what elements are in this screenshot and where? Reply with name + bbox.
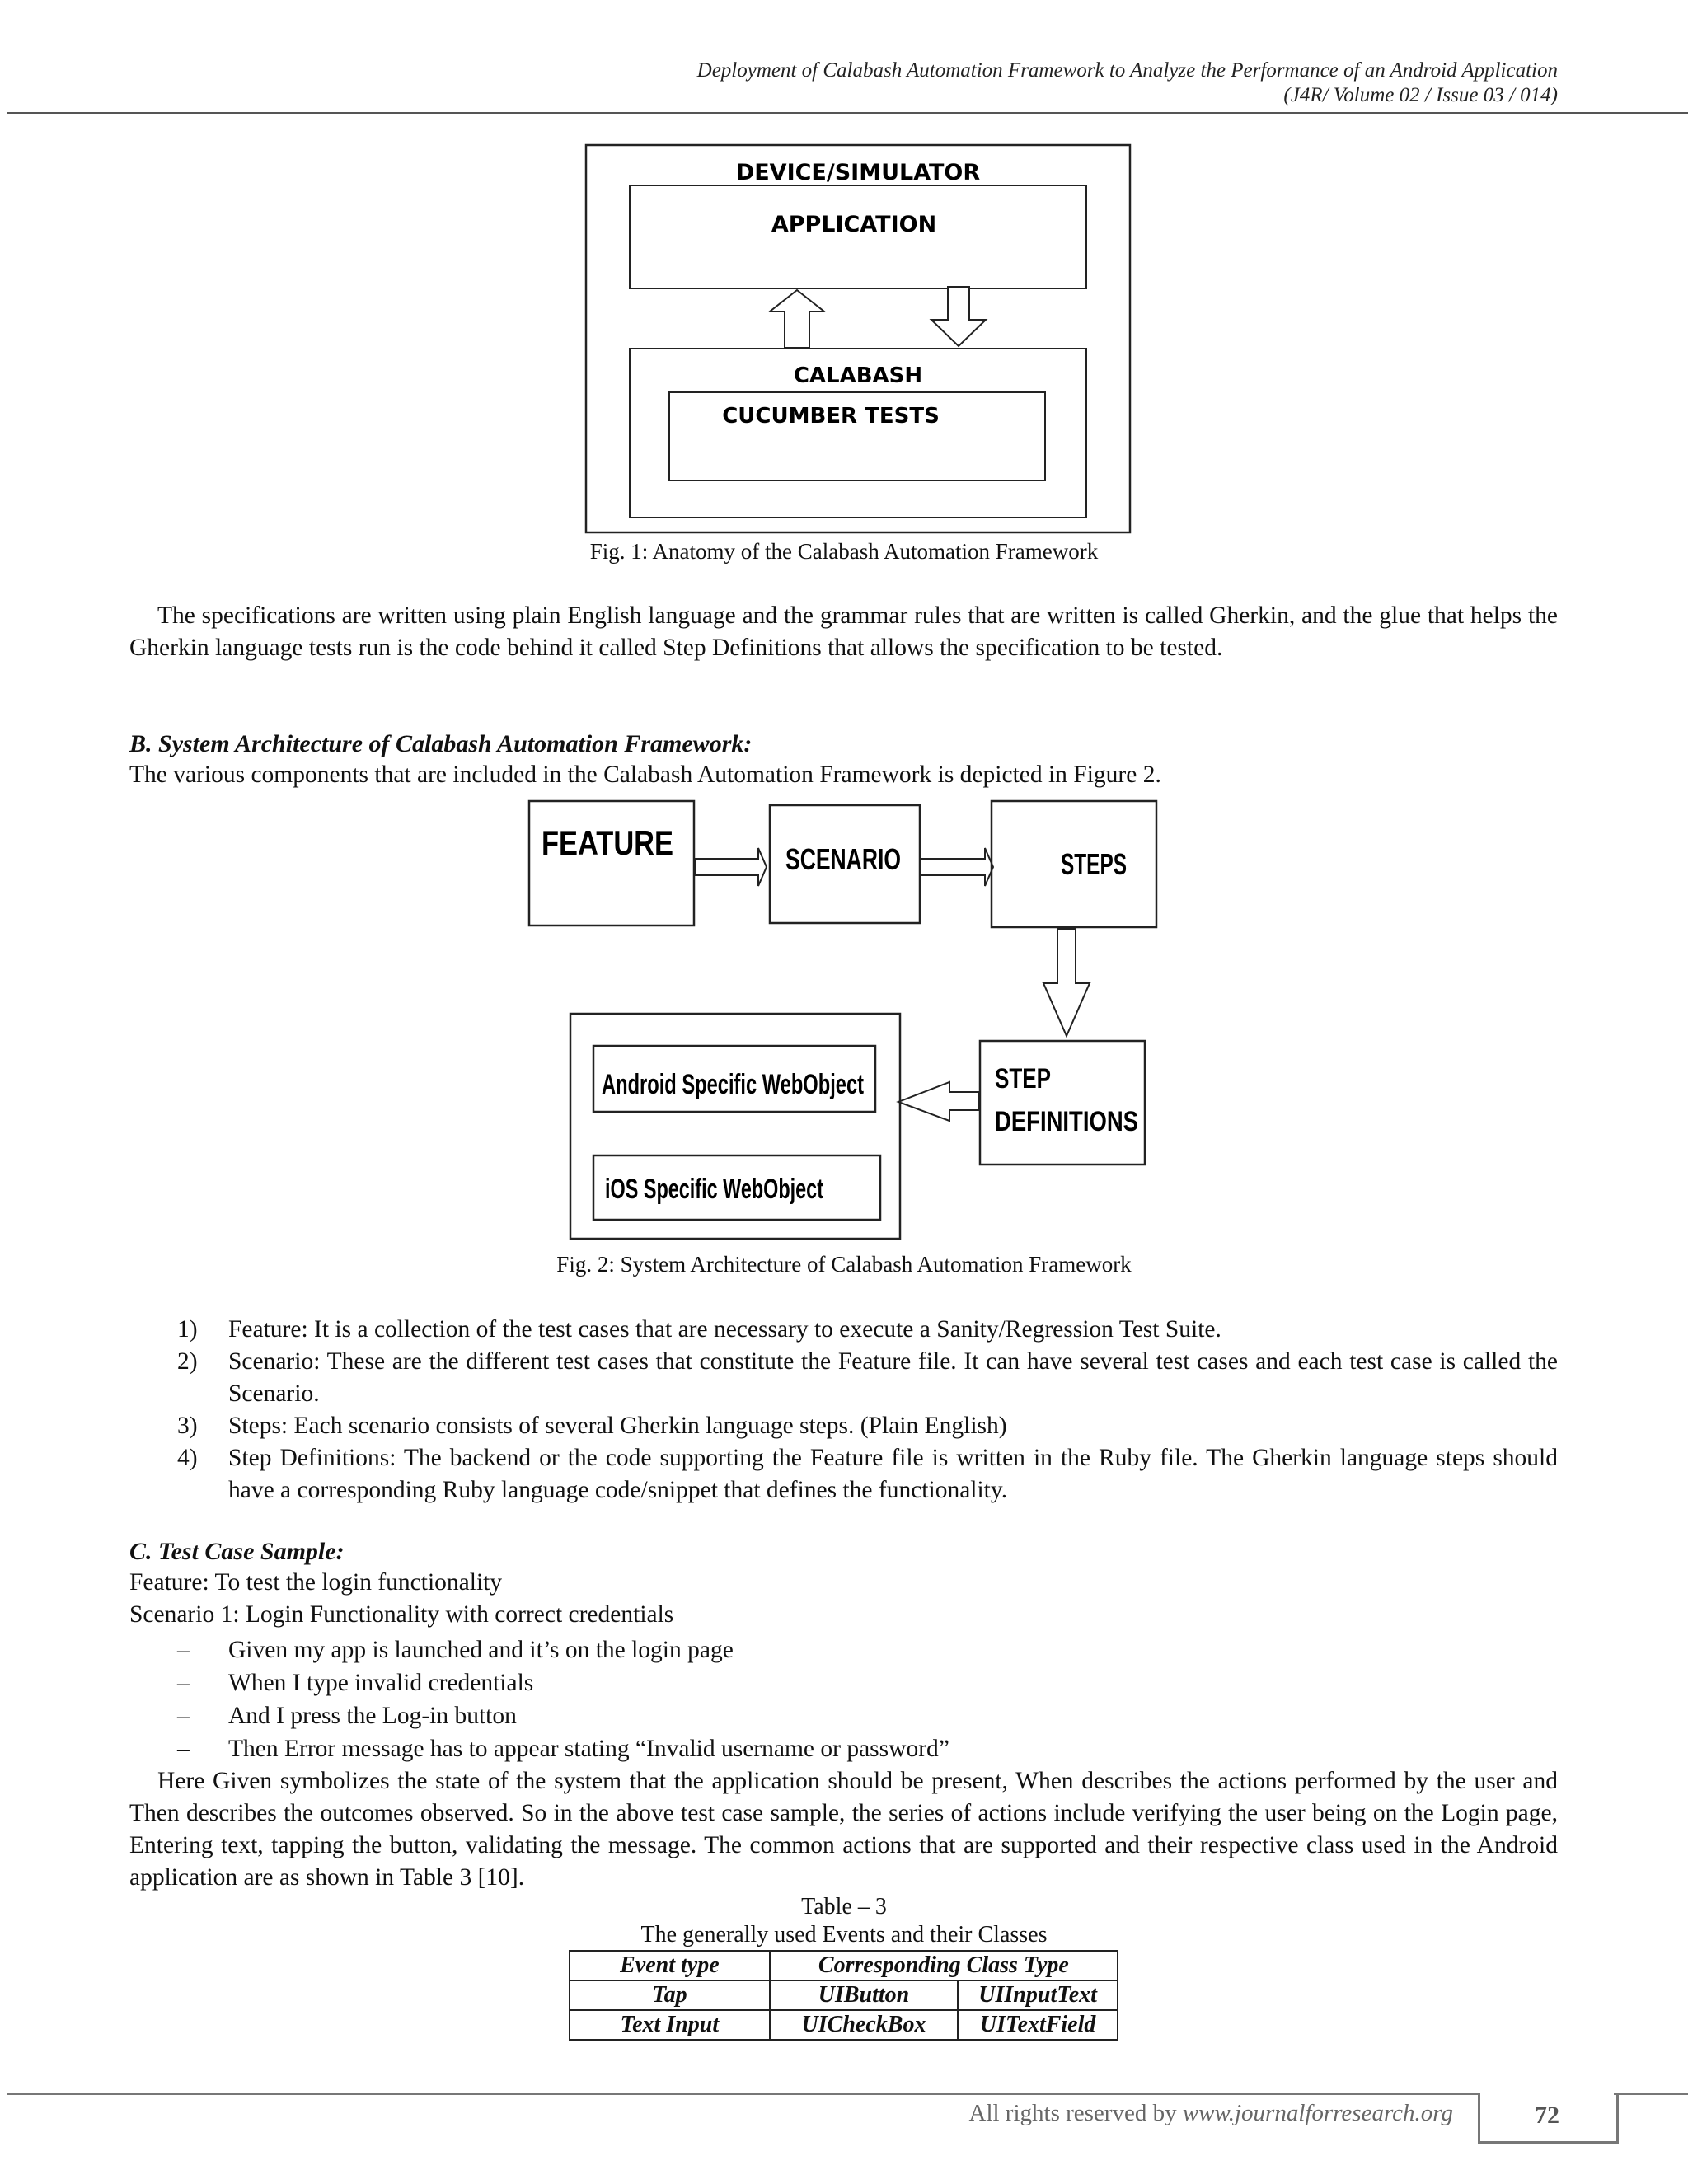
figure-2-diagram (519, 795, 1162, 1244)
events-classes-table (569, 1950, 1118, 2041)
list-item-text: Scenario: These are the different test cases that constitute the Feature file. It can have several test cases and each test case is called the Scenario. (228, 1348, 1558, 1407)
list-item-text: Feature: It is a collection of the test cases that are necessary to execute a Sanity/Regression Test Suite. (228, 1316, 1221, 1343)
android-webobject-label: Android Specific WebObject (602, 1069, 864, 1100)
test-steps-list (129, 1633, 1558, 1765)
cucumber-tests-label: CUCUMBER TESTS (722, 404, 940, 429)
device-simulator-box (586, 145, 1130, 532)
list-item (129, 1699, 1558, 1732)
running-header-issue: (J4R/ Volume 02 / Issue 03 / 014) (1283, 84, 1558, 106)
figure-2-caption: Fig. 2: System Architecture of Calabash Automation Framework (556, 1252, 1132, 1277)
table-cell: UIButton (770, 1980, 959, 2010)
test-scenario-line: Scenario 1: Login Functionality with correct credentials (129, 1601, 674, 1628)
table-label: Table – 3 (801, 1894, 887, 1919)
test-step-text: And I press the Log-in button (228, 1703, 517, 1729)
header-rule (7, 112, 1688, 114)
list-item (129, 1633, 1558, 1666)
footer-rule-right (1614, 2093, 1688, 2095)
list-item (129, 1410, 1558, 1442)
list-item (129, 1442, 1558, 1507)
running-header-title: Deployment of Calabash Automation Framework to Analyze the Performance of an Android Application (696, 59, 1558, 82)
footer-copyright (0, 2100, 1453, 2127)
list-item (129, 1346, 1558, 1410)
table-row (570, 2010, 1118, 2040)
component-list (129, 1314, 1558, 1507)
section-b-intro: The various components that are included in the Calabash Automation Framework is depicted in Figure 2. (129, 762, 1161, 788)
section-c-heading: C. Test Case Sample: (129, 1538, 345, 1565)
dash-bullet: – (177, 1670, 190, 1696)
footer-rule (7, 2093, 1478, 2095)
steps-label: STEPS (1061, 847, 1127, 881)
list-item (129, 1666, 1558, 1699)
list-item (129, 1732, 1558, 1765)
list-item-number: 1) (177, 1316, 198, 1343)
arrow-right-icon (921, 848, 993, 886)
dash-bullet: – (177, 1637, 190, 1663)
table-cell: UIInputText (958, 1980, 1118, 2010)
application-label: APPLICATION (771, 212, 937, 237)
figure-1-caption: Fig. 1: Anatomy of the Calabash Automation Framework (589, 539, 1099, 564)
table-title: The generally used Events and their Classes (640, 1922, 1048, 1947)
list-item-text: Step Definitions: The backend or the code supporting the Feature file is written in the Ruby file. The Gherkin language steps should have a corresponding Ruby language code/snippet that defines the functionality. (228, 1445, 1558, 1503)
feature-label: FEATURE (542, 823, 673, 862)
paragraph-gherkin: The specifications are written using plain English language and the grammar rules that are written is called Gherkin, and the glue that helps the Gherkin language tests run is the code behind it called Step Definitions that allows the specification to be tested. (129, 602, 1558, 661)
table-header-cell: Corresponding Class Type (770, 1951, 1118, 1980)
table-header-row (570, 1951, 1118, 1980)
table-cell: UICheckBox (770, 2010, 959, 2040)
device-simulator-label: DEVICE/SIMULATOR (735, 160, 981, 185)
table-cell: Text Input (570, 2010, 770, 2040)
arrow-down-icon (1043, 929, 1090, 1036)
list-item-text: Steps: Each scenario consists of several Gherkin language steps. (Plain English) (228, 1413, 1007, 1439)
paragraph-given-when-then: Here Given symbolizes the state of the system that the application should be present, When describes the actions performed by the user and Then describes the outcomes observed. So in the above test case sample, the series of actions include verifying the user being on the Login page, Entering text, tapping the button, validating the message. The common actions that are supported and their respective class used in the Android application are as shown in Table 3 [10]. (129, 1768, 1558, 1891)
test-step-text: Then Error message has to appear stating “Invalid username or password” (228, 1736, 950, 1762)
scenario-label: SCENARIO (785, 842, 901, 876)
list-item-number: 3) (177, 1413, 198, 1439)
feature-box (529, 801, 694, 926)
table-row (570, 1980, 1118, 2010)
list-item (129, 1314, 1558, 1346)
dash-bullet: – (177, 1703, 190, 1729)
footer-site-link[interactable]: www.journalforresearch.org (1182, 2100, 1453, 2126)
table-cell: UITextField (958, 2010, 1118, 2040)
down-arrow-icon (931, 287, 986, 346)
table-header-cell: Event type (570, 1951, 770, 1980)
step-definitions-label-line2: DEFINITIONS (995, 1106, 1138, 1137)
test-step-text: Given my app is launched and it’s on the login page (228, 1637, 734, 1663)
list-item-number: 2) (177, 1348, 198, 1375)
page-number: 72 (1535, 2102, 1559, 2129)
footer-prefix: All rights reserved by (968, 2100, 1183, 2126)
section-b-heading: B. System Architecture of Calabash Automation Framework: (129, 730, 753, 757)
arrow-left-icon (898, 1082, 979, 1121)
ios-webobject-label: iOS Specific WebObject (605, 1174, 823, 1205)
figure-1-diagram (577, 140, 1137, 536)
up-arrow-icon (770, 290, 824, 348)
list-item-number: 4) (177, 1445, 198, 1471)
calabash-label: CALABASH (793, 363, 923, 388)
test-feature-line: Feature: To test the login functionality (129, 1569, 503, 1596)
arrow-right-icon (695, 848, 767, 886)
step-definitions-box (980, 1041, 1145, 1165)
web-objects-box (570, 1014, 900, 1239)
step-definitions-label-line1: STEP (995, 1063, 1051, 1094)
table-cell: Tap (570, 1980, 770, 2010)
test-step-text: When I type invalid credentials (228, 1670, 534, 1696)
dash-bullet: – (177, 1736, 190, 1762)
